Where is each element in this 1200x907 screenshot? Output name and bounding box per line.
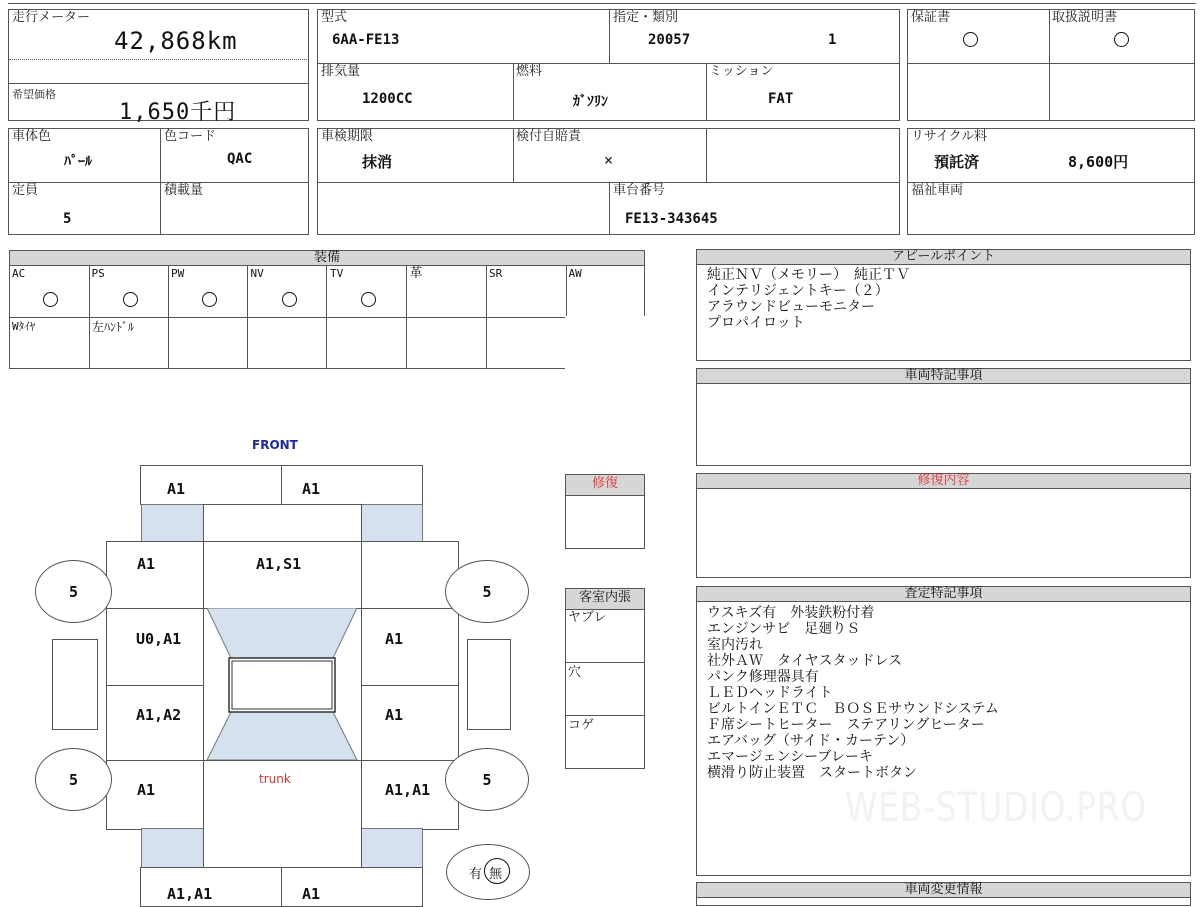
transmission-label: ミッション — [709, 64, 774, 79]
cell-rear-left: A1,A1 — [167, 885, 213, 903]
front-label: FRONT — [252, 438, 298, 452]
equipment-table — [9, 250, 645, 369]
cell-right-front-door: A1 — [385, 630, 404, 648]
cell-front-left: A1 — [167, 480, 186, 498]
model-value: 6AA-FE13 — [332, 32, 400, 48]
chassis-label: 車台番号 — [613, 183, 666, 198]
assessment-title: 査定特記事項 — [697, 587, 1190, 602]
car-diagram — [0, 430, 560, 903]
appeal-panel — [696, 249, 1191, 361]
assessment-line: ＬＥＤヘッドライト — [707, 685, 833, 701]
model-label: 型式 — [321, 10, 348, 25]
special-notes-panel — [696, 368, 1191, 466]
designation-value1: 20057 — [648, 32, 691, 48]
eq-label-革: 革 — [409, 266, 423, 281]
price-label: 希望価格 — [12, 88, 56, 101]
assessment-line: エアバッグ（サイド・カーテン） — [707, 733, 915, 749]
fuel-label: 燃料 — [516, 64, 543, 79]
displacement-value: 1200CC — [362, 91, 413, 107]
spare-tire-indicator — [446, 844, 530, 900]
cell-left-quarter: A1 — [137, 781, 156, 799]
warranty-value-icon — [963, 32, 978, 51]
eq-label-lhd: 左ﾊﾝﾄﾞﾙ — [92, 320, 135, 334]
cell-left-front-door: U0,A1 — [136, 630, 182, 648]
cell-front-right: A1 — [302, 480, 321, 498]
eq-label-ps: PS — [91, 267, 105, 280]
insurance-label: 検付自賠責 — [516, 129, 582, 144]
tire-front-right: 5 — [445, 560, 529, 623]
tire-front-left: 5 — [35, 560, 112, 623]
mileage-label: 走行メーター — [12, 10, 91, 25]
repair-box — [565, 474, 645, 549]
designation-value2: 1 — [828, 32, 837, 48]
assessment-line: ビルトインＥＴＣ ＢＯＳＥサウンドシステム — [707, 701, 999, 717]
recycle-status: 預託済 — [934, 153, 980, 171]
color-box — [8, 128, 309, 235]
repair-details-panel — [696, 473, 1191, 578]
repair-details-title: 修復内容 — [697, 474, 1190, 489]
mileage-price-box — [8, 9, 309, 125]
designation-label: 指定・類別 — [613, 10, 679, 25]
color-code-value: QAC — [227, 151, 253, 167]
cell-left-rear-door: A1,A2 — [136, 706, 182, 724]
eq-label-sr: SR — [489, 267, 503, 280]
interior-title: 客室内張 — [566, 589, 644, 610]
assessment-panel — [696, 586, 1191, 876]
eq-check-icon — [43, 292, 58, 307]
eq-check-icon — [123, 292, 138, 307]
manual-label: 取扱説明書 — [1052, 10, 1118, 25]
cell-right-rear-door: A1 — [385, 706, 404, 724]
change-info-title: 車両変更情報 — [697, 883, 1190, 898]
left-mirror — [52, 639, 98, 730]
color-value: ﾊﾟｰﾙ — [64, 154, 92, 170]
cell-right-quarter: A1,A1 — [385, 781, 431, 799]
eq-label-tv: TV — [330, 267, 344, 280]
recycle-label: リサイクル料 — [911, 129, 988, 144]
chassis-value: FE13-343645 — [625, 211, 718, 227]
appeal-title: アピールポイント — [697, 250, 1190, 265]
recycle-box — [907, 128, 1195, 235]
assessment-line: 横滑り防止装置 スタートボタン — [707, 765, 917, 781]
manual-value-icon — [1114, 32, 1129, 51]
cabin-glass — [203, 608, 361, 760]
interior-box — [565, 588, 645, 769]
displacement-label: 排気量 — [321, 64, 361, 79]
right-mirror — [467, 639, 511, 730]
load-label: 積載量 — [164, 183, 204, 198]
eq-check-icon — [202, 292, 217, 307]
interior-item-burn: コゲ — [568, 718, 595, 733]
eq-label-wtire: Wﾀｲﾔ — [12, 320, 36, 333]
color-code-label: 色コード — [164, 129, 217, 144]
appeal-line: プロパイロット — [707, 315, 805, 331]
spec-box — [317, 9, 900, 121]
spare-yes: 有 — [469, 867, 483, 882]
appeal-line: インテリジェントキー（２） — [707, 283, 889, 299]
eq-check-icon — [282, 292, 297, 307]
price-value: 1,650千円 — [119, 100, 237, 125]
appeal-line: アラウンドビューモニター — [707, 299, 875, 315]
tire-rear-right: 5 — [445, 748, 529, 811]
capacity-value: 5 — [63, 211, 72, 227]
inspection-box — [317, 128, 900, 235]
assessment-line: Ｆ席シートヒーター ステアリングヒーター — [707, 717, 985, 733]
assessment-line: ウスキズ有 外装鉄粉付着 — [707, 605, 875, 621]
assessment-line: 社外ＡＷ タイヤスタッドレス — [707, 653, 903, 669]
trunk-label: trunk — [259, 772, 291, 786]
documents-box — [907, 9, 1195, 121]
change-info-panel — [696, 882, 1191, 906]
color-label: 車体色 — [12, 129, 52, 144]
eq-label-aw: AW — [568, 267, 582, 280]
eq-label-nv: NV — [250, 267, 264, 280]
inspection-value: 抹消 — [362, 153, 393, 171]
appeal-line: 純正ＮＶ（メモリー） 純正ＴＶ — [707, 267, 910, 283]
recycle-value: 8,600円 — [1068, 153, 1129, 171]
assessment-line: エンジンサビ 足廻りＳ — [707, 621, 861, 637]
assessment-line: パンク修理器具有 — [707, 669, 819, 685]
eq-check-icon — [361, 292, 376, 307]
fuel-value: ｶﾞｿﾘﾝ — [573, 94, 608, 110]
assessment-line: 室内汚れ — [707, 637, 763, 653]
transmission-value: FAT — [768, 91, 794, 107]
inspection-label: 車検期限 — [321, 129, 374, 144]
watermark: WEB-STUDIO.PRO — [845, 785, 1148, 831]
top-form — [0, 0, 1200, 240]
equipment-title: 装備 — [10, 251, 644, 266]
repair-box-title: 修復 — [566, 475, 644, 496]
capacity-label: 定員 — [12, 183, 39, 198]
special-notes-title: 車両特記事項 — [697, 369, 1190, 384]
interior-item-tear: ヤブレ — [568, 610, 607, 625]
spare-no: 無 — [489, 867, 503, 882]
tire-rear-left: 5 — [35, 748, 112, 811]
eq-label-pw: PW — [171, 267, 185, 280]
cell-rear-right: A1 — [302, 885, 321, 903]
mileage-value: 42,868km — [114, 27, 238, 55]
cell-hood: A1,S1 — [256, 555, 302, 573]
assessment-line: エマージェンシーブレーキ — [707, 749, 873, 765]
interior-item-hole: 穴 — [568, 665, 582, 680]
eq-label-ac: AC — [12, 267, 26, 280]
cell-left-fender: A1 — [137, 555, 156, 573]
insurance-value: × — [604, 151, 614, 169]
warranty-label: 保証書 — [911, 10, 951, 25]
welfare-label: 福祉車両 — [911, 183, 964, 198]
